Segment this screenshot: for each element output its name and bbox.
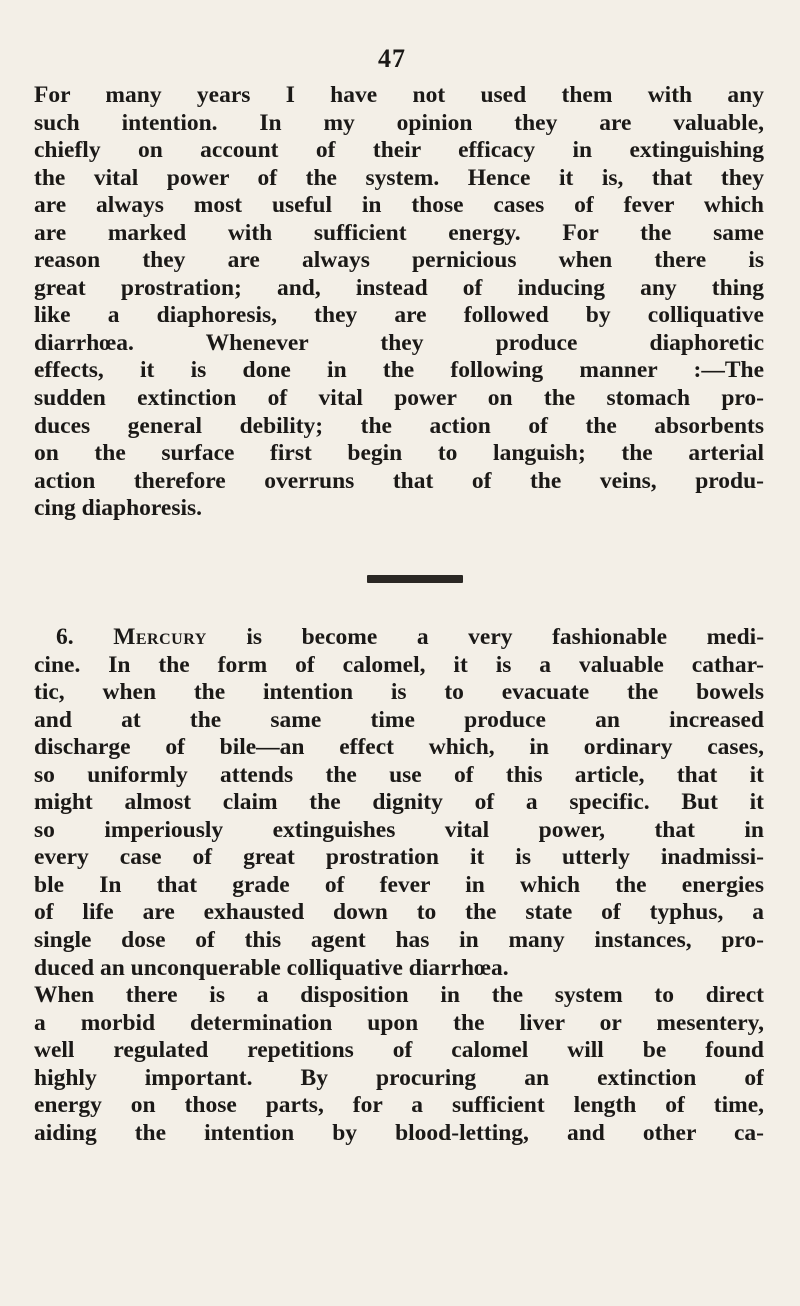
text-line: every case of great prostration it is utterly inadmissi- [34, 844, 764, 871]
text-line: of life are exhausted down to the state of typhus, a [34, 899, 764, 926]
text-line: cing diaphoresis. [34, 495, 203, 522]
text-line: a morbid determination upon the liver or mesentery, [34, 1009, 764, 1036]
text-line: are marked with sufficient energy. For the same [34, 219, 764, 246]
text-line: aiding the intention by blood-letting, and other ca- [34, 1119, 764, 1146]
text-line: well regulated repetitions of calomel will be found [34, 1037, 764, 1064]
text-line: For many years I have not used them with any [34, 82, 764, 108]
section-first-line [34, 624, 764, 652]
text-line: such intention. In my opinion they are valuable, [34, 109, 764, 136]
text-line: are always most useful in those cases of fever which [34, 192, 764, 219]
text-line: cine. In the form of calomel, it is a valuable cathar- [34, 651, 764, 678]
section-number: 6. [56, 624, 74, 650]
section-first-line-text: is become a very fashionable medi- [246, 624, 764, 650]
text-line: so uniformly attends the use of this article, that it [34, 761, 764, 788]
paragraph-1 [34, 82, 764, 523]
text-line: duced an unconquerable colliquative diarrhœa. [34, 954, 509, 981]
text-line: effects, it is done in the following manner :—The [34, 357, 764, 384]
text-line: energy on those parts, for a sufficient length of time, [34, 1092, 764, 1119]
section-divider [367, 575, 463, 583]
text-line: chiefly on account of their efficacy in extinguishing [34, 137, 764, 164]
text-line: the vital power of the system. Hence it is, that they [34, 164, 764, 191]
text-line: might almost claim the dignity of a specific. But it [34, 789, 764, 816]
text-line: great prostration; and, instead of inducing any thing [34, 274, 764, 301]
text-line: and at the same time produce an increased [34, 706, 764, 733]
paragraph-2 [34, 624, 764, 1147]
text-line: ble In that grade of fever in which the energies [34, 871, 764, 898]
text-line: action therefore overruns that of the veins, produ- [34, 467, 764, 494]
text-line: sudden extinction of vital power on the stomach pro- [34, 385, 764, 412]
text-line: tic, when the intention is to evacuate the bowels [34, 679, 764, 706]
text-line: diarrhœa. Whenever they produce diaphoretic [34, 329, 764, 356]
text-line: like a diaphoresis, they are followed by colliquative [34, 302, 764, 329]
text-line: single dose of this agent has in many instances, pro- [34, 927, 764, 954]
section-heading: Mercury [113, 624, 207, 650]
text-line: so imperiously extinguishes vital power, that in [34, 816, 764, 843]
text-line: When there is a disposition in the system to direct [34, 982, 764, 1009]
page-number: 47 [378, 44, 406, 73]
text-line: discharge of bile—an effect which, in ordinary cases, [34, 734, 764, 761]
text-line: on the surface first begin to languish; the arterial [34, 440, 764, 467]
text-line: duces general debility; the action of the absorbents [34, 412, 764, 439]
text-line: reason they are always pernicious when there is [34, 247, 764, 274]
text-line: highly important. By procuring an extinction of [34, 1064, 764, 1091]
